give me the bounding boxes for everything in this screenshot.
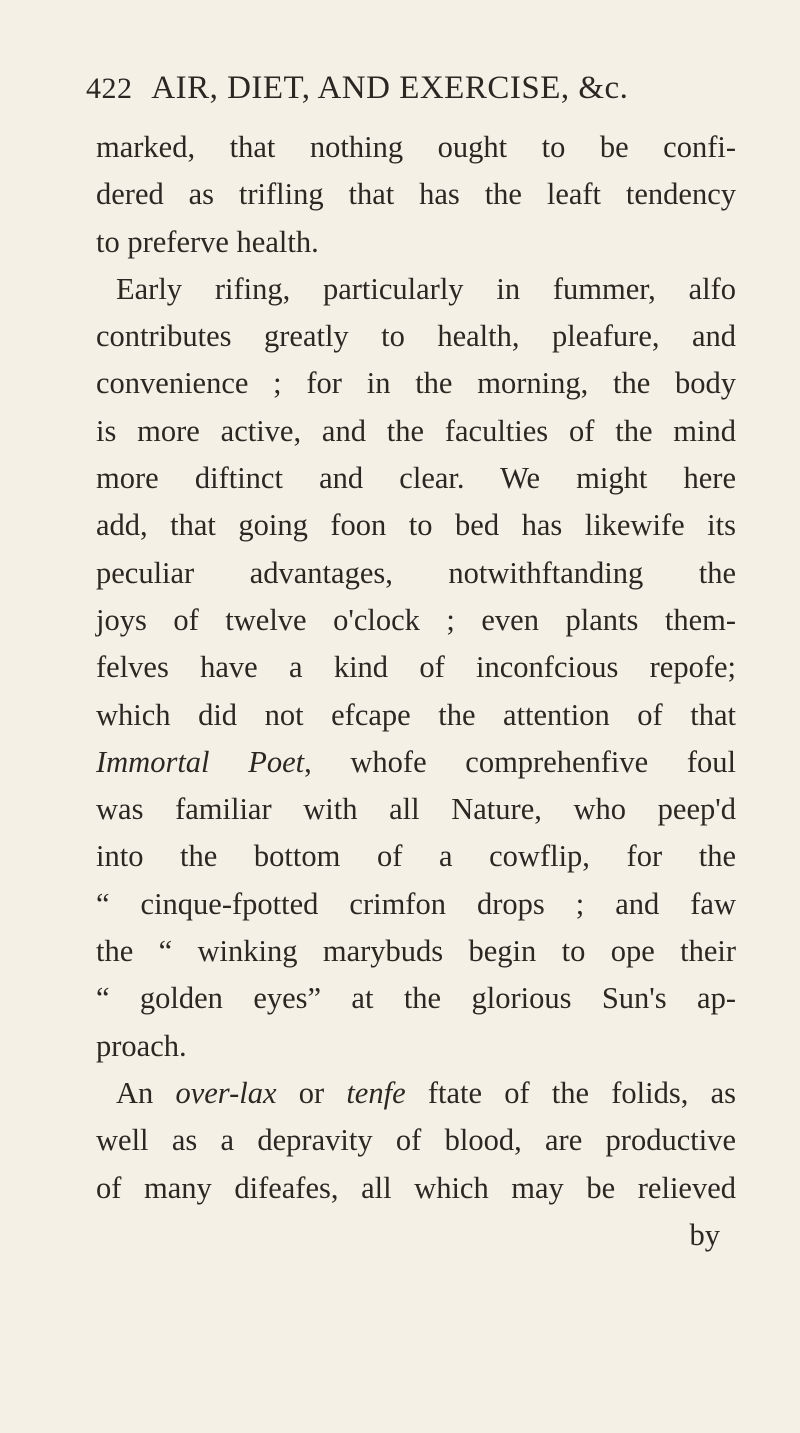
text-line: was familiar with all Nature, who peep'd	[96, 792, 736, 827]
text-line: felves have a kind of inconfcious repofe;	[96, 650, 736, 685]
text-line: is more active, and the faculties of the mind	[96, 413, 736, 448]
text-line	[96, 739, 736, 786]
text-line: which did not efcape the attention of that	[96, 697, 736, 732]
text-line: peculiar advantages, notwithftanding the	[96, 555, 736, 590]
text-line: joys of twelve o'clock ; even plants them-	[96, 602, 736, 637]
text-line: into the bottom of a cowflip, for the	[96, 839, 736, 874]
text-line: Early rifing, particularly in fummer, alfo	[116, 271, 736, 306]
text-line: “ cinque-fpotted crimfon drops ; and faw	[96, 886, 736, 921]
text-line: more diftinct and clear. We might here	[96, 461, 736, 496]
text-run: or	[276, 1075, 347, 1110]
running-header	[86, 70, 736, 120]
running-title: AIR, DIET, AND EXERCISE, &c.	[151, 70, 629, 106]
text-line: “ golden eyes” at the glorious Sun's ap-	[96, 981, 736, 1016]
text-run: An	[116, 1075, 176, 1110]
text-line: dered as trifling that has the leaft tendency	[96, 177, 736, 212]
text-line: proach.	[96, 1028, 187, 1063]
italic-phrase: over-lax	[175, 1075, 277, 1110]
text-line: of many difeafes, all which may be relieved	[96, 1170, 736, 1205]
text-line: add, that going foon to bed has likewife its	[96, 508, 736, 543]
text-run: , whofe comprehenfive foul	[304, 744, 736, 779]
text-line: contributes greatly to health, pleafure, and	[96, 319, 736, 354]
italic-phrase: tenfe	[346, 1075, 406, 1110]
text-line: the “ winking marybuds begin to ope their	[96, 934, 736, 969]
text-line: well as a depravity of blood, are productive	[96, 1123, 736, 1158]
text-line: marked, that nothing ought to be confi-	[96, 130, 736, 164]
text-line: to preferve health.	[96, 224, 319, 259]
catchword: by	[689, 1217, 720, 1252]
body-text	[96, 124, 736, 1259]
text-line: convenience ; for in the morning, the body	[96, 366, 736, 401]
text-line	[96, 1070, 736, 1117]
page-number: 422	[86, 72, 133, 105]
text-run: ftate of the folids, as	[405, 1075, 736, 1110]
italic-phrase: Immortal Poet	[96, 744, 305, 779]
